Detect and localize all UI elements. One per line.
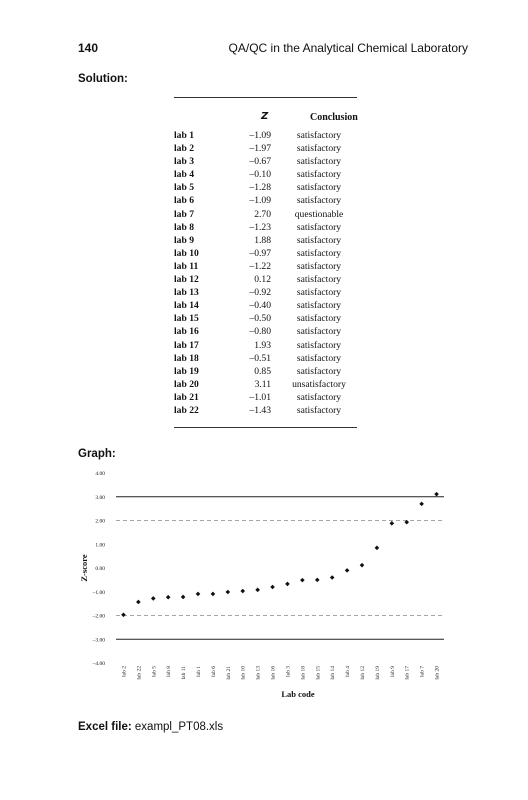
y-tick-label: 1.00: [95, 542, 105, 549]
x-tick-label: lab 22: [136, 666, 143, 680]
table-row: [174, 339, 357, 352]
data-point: [375, 546, 380, 551]
y-tick-label: 0.00: [95, 566, 105, 572]
table-top-rule: [174, 97, 357, 98]
conclusion-cell: satisfactory: [296, 352, 342, 364]
data-point: [211, 592, 216, 597]
data-point: [434, 492, 439, 497]
lab-cell: lab 13: [174, 287, 199, 299]
conclusion-cell: satisfactory: [296, 247, 342, 259]
data-point: [136, 600, 141, 605]
conclusion-cell: satisfactory: [296, 365, 342, 377]
z-score-cell: –1.09: [249, 195, 271, 207]
z-score-cell: –1.23: [249, 221, 271, 233]
y-tick-label: –3.00: [92, 637, 105, 644]
conclusion-cell: satisfactory: [296, 143, 342, 155]
z-score-cell: –1.28: [249, 182, 271, 194]
excel-file-line: [78, 721, 223, 733]
table-bottom-rule: [174, 427, 357, 428]
data-point: [166, 595, 171, 600]
data-point: [270, 585, 275, 590]
z-score-cell: –0.92: [249, 287, 271, 299]
lab-cell: lab 16: [174, 326, 199, 338]
running-head: [78, 41, 468, 57]
z-score-cell: –0.67: [249, 156, 271, 168]
solution-heading: Solution:: [78, 73, 128, 85]
x-axis-label: Lab code: [281, 689, 315, 699]
x-tick-label: lab 7: [419, 666, 426, 677]
table-row: [174, 391, 357, 404]
data-point: [330, 575, 335, 580]
conclusion-cell: questionable: [294, 208, 344, 220]
x-tick-label: lab 5: [151, 666, 158, 677]
conclusion-cell: satisfactory: [296, 339, 342, 351]
lab-cell: lab 22: [174, 404, 199, 416]
x-tick-label: lab 10: [240, 666, 247, 680]
data-point: [300, 578, 305, 583]
data-point: [121, 612, 126, 617]
y-tick-label: –1.00: [92, 589, 105, 596]
lab-cell: lab 9: [174, 234, 194, 246]
data-point: [360, 563, 365, 568]
x-tick-label: lab 6: [210, 666, 217, 677]
lab-cell: lab 10: [174, 247, 199, 259]
data-point: [181, 595, 186, 600]
table-row: [174, 404, 357, 417]
conclusion-cell: unsatisfactory: [292, 378, 346, 390]
conclusion-cell: satisfactory: [296, 326, 342, 338]
x-tick-label: lab 11: [181, 666, 188, 680]
z-score-cell: 2.70: [254, 208, 271, 220]
lab-cell: lab 4: [174, 169, 194, 181]
x-tick-label: lab 20: [434, 666, 441, 680]
z-score-cell: –1.09: [249, 130, 271, 141]
lab-cell: lab 8: [174, 221, 194, 233]
table-row: [174, 286, 357, 299]
table-row: [174, 129, 357, 142]
table-row: [174, 378, 357, 391]
lab-cell: lab 12: [174, 274, 199, 286]
x-tick-label: lab 2: [121, 666, 128, 677]
table-row: [174, 194, 357, 207]
x-tick-label: lab 14: [330, 666, 337, 680]
table-row: [174, 365, 357, 378]
lab-cell: lab 20: [174, 378, 199, 390]
excel-file-name: exampl_PT08.xls: [134, 721, 224, 733]
conclusion-cell: satisfactory: [296, 130, 342, 141]
data-point: [419, 502, 424, 507]
data-point: [345, 568, 350, 573]
z-column-header: Z: [261, 111, 269, 122]
x-tick-label: lab 15: [315, 666, 322, 680]
conclusion-cell: satisfactory: [296, 195, 342, 207]
z-score-cell: –0.40: [249, 300, 271, 312]
lab-cell: lab 6: [174, 195, 194, 207]
table-row: [174, 181, 357, 194]
graph-heading: Graph:: [78, 448, 116, 460]
table-row: [174, 155, 357, 168]
table-row: [174, 168, 357, 181]
table-row: [174, 352, 357, 365]
table-row: [174, 325, 357, 338]
data-point: [226, 590, 231, 595]
lab-cell: lab 2: [174, 143, 194, 155]
page-number: 140: [78, 41, 99, 55]
data-point: [255, 588, 260, 593]
data-point: [196, 592, 201, 597]
table-row: [174, 221, 357, 234]
conclusion-cell: satisfactory: [296, 156, 342, 168]
results-table: [174, 97, 357, 428]
z-score-cell: –0.50: [249, 313, 271, 325]
lab-cell: lab 11: [174, 260, 199, 272]
y-tick-label: 2.00: [95, 518, 105, 525]
x-tick-label: lab 9: [389, 666, 396, 677]
z-score-cell: 1.88: [254, 234, 271, 246]
x-tick-label: lab 1: [196, 666, 202, 677]
data-point: [285, 582, 290, 587]
z-score-cell: 0.85: [254, 365, 271, 377]
x-tick-label: lab 3: [285, 666, 292, 677]
table-row: [174, 299, 357, 312]
y-tick-label: –4.00: [92, 661, 105, 667]
lab-cell: lab 1: [174, 130, 194, 141]
data-point: [240, 589, 245, 594]
x-tick-label: lab 8: [166, 666, 173, 677]
lab-cell: lab 19: [174, 365, 199, 377]
x-tick-label: lab 18: [300, 666, 307, 680]
lab-cell: lab 15: [174, 313, 199, 325]
z-score-cell: –0.51: [249, 352, 271, 364]
z-score-cell: –0.97: [249, 247, 271, 259]
x-tick-label: lab 16: [270, 666, 277, 680]
table-row: [174, 273, 357, 286]
conclusion-cell: satisfactory: [296, 404, 342, 416]
conclusion-column-header: Conclusion: [310, 112, 358, 123]
running-title: QA/QC in the Analytical Chemical Laboratory: [228, 41, 468, 55]
conclusion-cell: satisfactory: [296, 221, 342, 233]
x-tick-label: lab 12: [360, 666, 366, 680]
conclusion-cell: satisfactory: [296, 313, 342, 325]
table-row: [174, 234, 357, 247]
conclusion-cell: satisfactory: [296, 391, 342, 403]
z-score-cell: –1.22: [249, 260, 271, 272]
lab-cell: lab 17: [174, 339, 199, 351]
z-score-cell: 3.11: [254, 378, 271, 390]
data-point: [390, 521, 395, 526]
y-tick-label: 4.00: [95, 471, 105, 477]
table-row: [174, 208, 357, 221]
lab-cell: lab 3: [174, 156, 194, 168]
z-score-cell: –0.80: [249, 326, 271, 338]
conclusion-cell: satisfactory: [296, 234, 342, 246]
conclusion-cell: satisfactory: [296, 260, 342, 272]
z-score-cell: 1.93: [254, 339, 271, 351]
data-point: [315, 578, 320, 583]
z-score-cell: –1.97: [249, 143, 271, 155]
conclusion-cell: satisfactory: [296, 300, 342, 312]
z-score-cell: –1.43: [249, 404, 271, 416]
lab-cell: lab 18: [174, 352, 199, 364]
conclusion-cell: satisfactory: [296, 182, 342, 194]
data-point: [151, 596, 156, 601]
conclusion-cell: satisfactory: [296, 287, 342, 299]
conclusion-cell: satisfactory: [296, 169, 342, 181]
lab-cell: lab 14: [174, 300, 199, 312]
y-tick-label: 3.00: [95, 494, 105, 501]
z-score-cell: 0.12: [254, 274, 271, 286]
table-header: [174, 111, 357, 129]
lab-cell: lab 21: [174, 391, 199, 403]
z-score-cell: –1.01: [249, 391, 271, 403]
z-score-cell: –0.10: [249, 169, 271, 181]
table-row: [174, 260, 357, 273]
z-score-chart-svg: [78, 466, 458, 706]
table-body: [174, 129, 357, 417]
x-tick-label: lab 17: [404, 666, 411, 680]
x-tick-label: lab 4: [345, 666, 352, 677]
conclusion-cell: satisfactory: [296, 274, 342, 286]
y-tick-label: –2.00: [92, 613, 105, 620]
x-tick-label: lab 21: [225, 666, 232, 680]
y-axis-label: Z-score: [79, 554, 89, 582]
table-row: [174, 312, 357, 325]
table-row: [174, 142, 357, 155]
x-tick-label: lab 13: [255, 666, 262, 680]
excel-file-label: Excel file:: [78, 721, 132, 733]
table-row: [174, 247, 357, 260]
lab-cell: lab 7: [174, 208, 194, 220]
lab-cell: lab 5: [174, 182, 194, 194]
x-tick-label: lab 19: [374, 666, 381, 680]
z-score-chart: [78, 466, 458, 706]
